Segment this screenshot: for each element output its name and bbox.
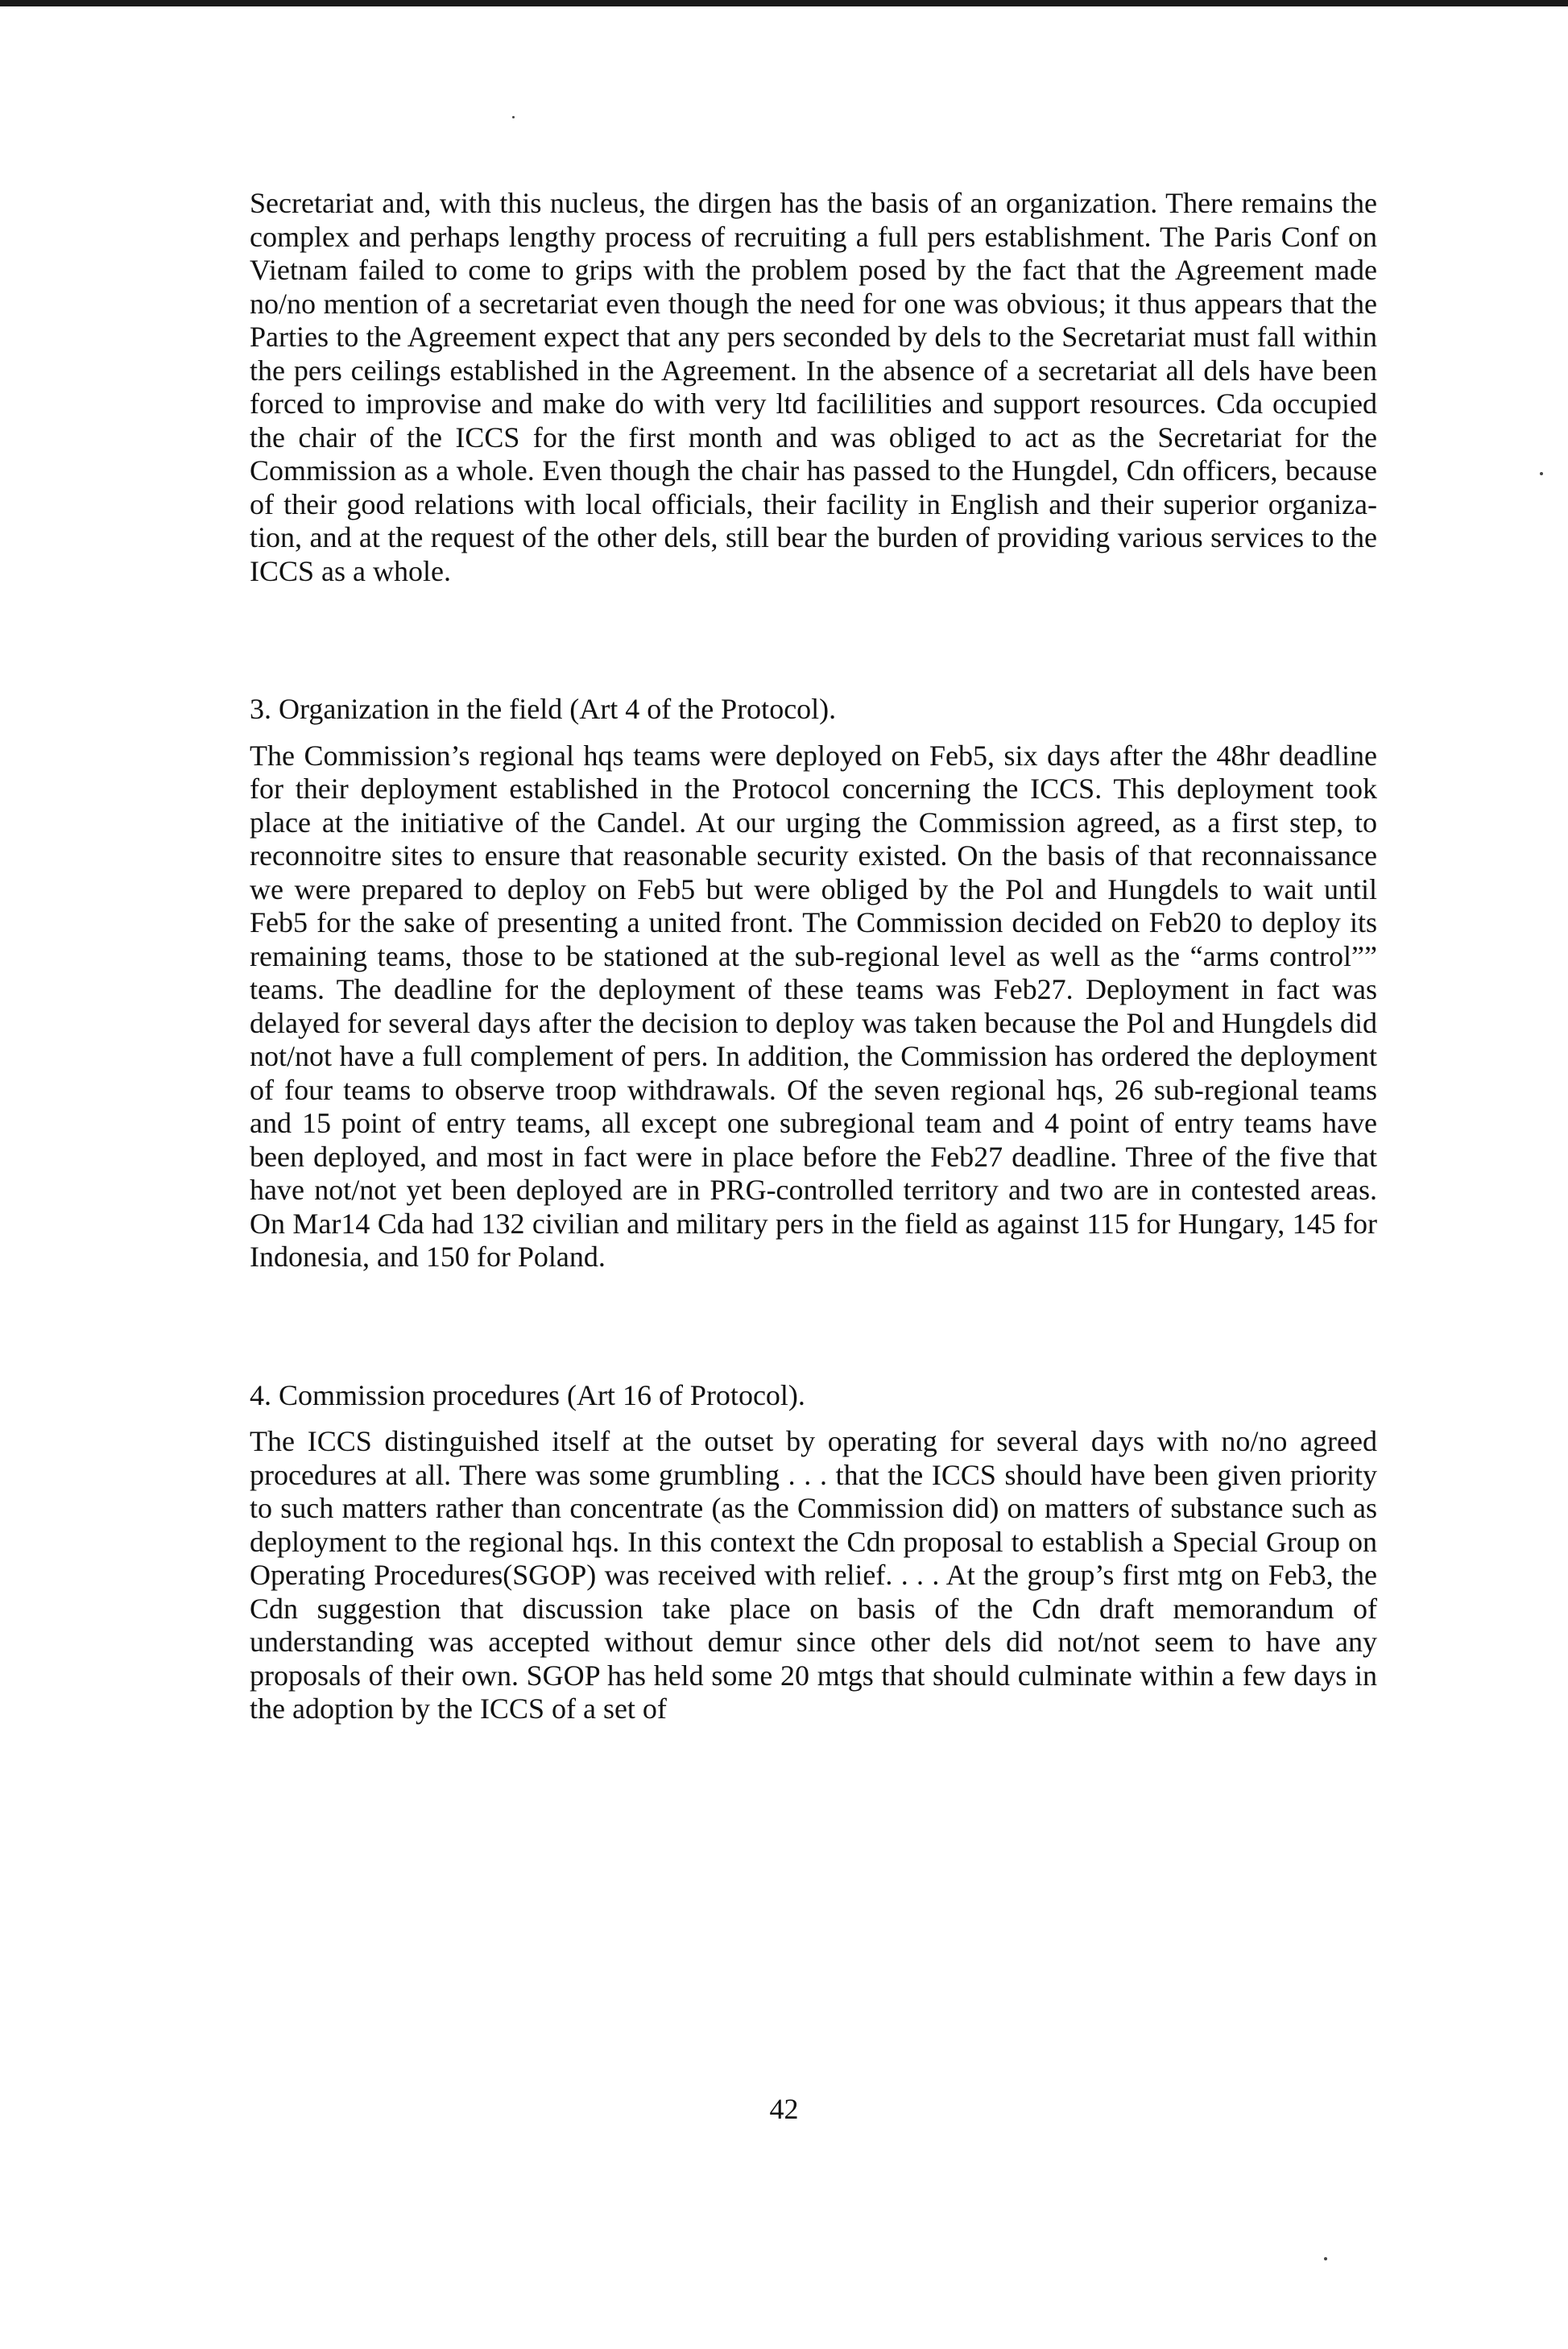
section-body-procedures: The ICCS distinguished itself at the outset by operating for several days with no/no agreed procedures at all. There was some grumbling . . . that the ICCS should have been given priority to such matters rather than concentrate (as the Commission did) on matters of substance such as deployment to the regional hqs. In this context the Cdn proposal to establish a Special Group on Operating Procedures(SGOP) was received with relief. . . . At the group’s first mtg on Feb3, the Cdn suggestion that discussion take place on basis of the Cdn draft memorandum of understanding was accepted without demur since other dels did not/not seem to have any proposals of their own. SGOP has held some 20 mtgs that should culminate within a few days in the adoption by the ICCS of a set of (250, 1425, 1377, 1725)
section-heading-procedures: 4. Commission procedures (Art 16 of Protocol). (250, 1378, 805, 1411)
page-number: 42 (769, 2093, 799, 2125)
section-heading-organization: 3. Organization in the field (Art 4 of the Protocol). (250, 693, 837, 725)
scan-speck (1540, 472, 1543, 475)
scan-speck (512, 116, 515, 118)
section-body-organization: The Commission’s regional hqs teams were deployed on Feb5, six days after the 48hr deadline for their deployment established in the Protocol concerning the ICCS. This deployment took place at the initiative of the Candel. At our urging the Commission agreed, as a first step, to reconnoitre sites to ensure that reasonable security existed. On the basis of that reconnaissance we were prepared to deploy on Feb5 but were obliged by the Pol and Hungdels to wait until Feb5 for the sake of presenting a united front. The Commission decided on Feb20 to deploy its remaining teams, those to be stationed at the sub-regional level as well as the “arms control”” teams. The deadline for the deployment of these teams was Feb27. Deployment in fact was delayed for several days after the decision to deploy was taken because the Pol and Hungdels did not/not have a full complement of pers. In addition, the Commission has ordered the deployment of four teams to observe troop withdrawals. Of the seven regional hqs, 26 sub-regional teams and 15 point of entry teams, all except one subregional team and 4 point of entry teams have been deployed, and most in fact were in place before the Feb27 deadline. Three of the five that have not/not yet been deployed are in PRG-controlled territory and two are in contested areas. On Mar14 Cda had 132 civilian and military pers in the field as against 115 for Hungary, 145 for Indonesia, and 150 for Poland. (250, 739, 1377, 1273)
top-edge-rule (0, 0, 1568, 6)
section-spacer (250, 588, 1377, 693)
heading-spacer (250, 727, 1377, 740)
document-body (250, 187, 1377, 1726)
intro-paragraph: Secretariat and, with this nucleus, the dirgen has the basis of an organization. There remains the complex and perhaps lengthy process of recruiting a full pers establishment. The Paris Conf on Vietnam failed to come to grips with the problem posed by the fact that the Agreement made no/no mention of a secretariat even though the need for one was obvious; it thus appears that the Parties to the Agreement expect that any pers seconded by dels to the Secretariat must fall within the pers ceilings established in the Agreement. In the absence of a secretariat all dels have been forced to improvise and make do with very ltd facililities and support resources. Cda occupied the chair of the ICCS for the first month and was obliged to act as the Secretariat for the Commission as a whole. Even though the chair has passed to the Hungdel, Cdn officers, because of their good relations with local officials, their facility in English and their superior organization, and at the request of the other dels, still bear the burden of providing various services to the ICCS as a whole. (250, 187, 1377, 587)
heading-spacer (250, 1412, 1377, 1425)
section-spacer (250, 1274, 1377, 1379)
scan-speck (1324, 2257, 1327, 2260)
